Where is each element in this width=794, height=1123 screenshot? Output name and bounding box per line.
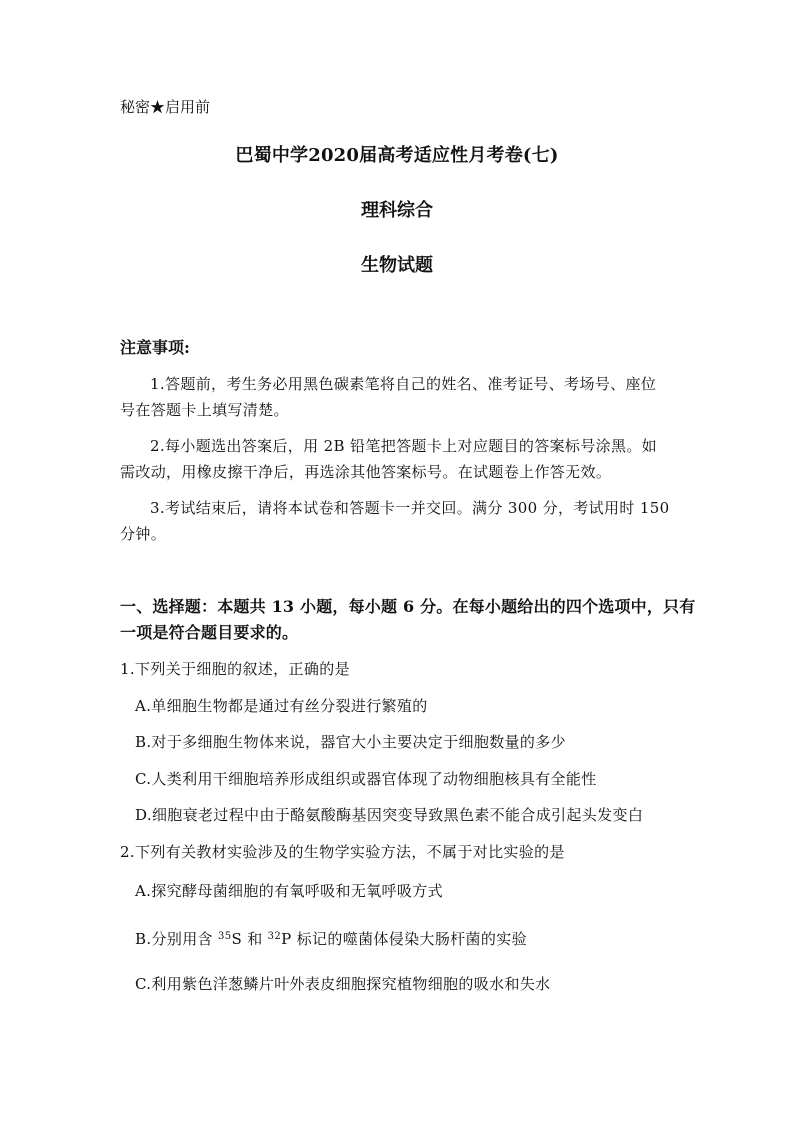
subject-title: 理科综合 — [361, 200, 433, 221]
question-2-option-b-middle: S 和 — [231, 930, 268, 948]
question-1-stem: 1.下列关于细胞的叙述，正确的是 — [120, 660, 350, 678]
question-1-option-a: A.单细胞生物都是通过有丝分裂进行繁殖的 — [135, 697, 428, 715]
question-2-option-b — [135, 930, 527, 949]
sulfur-isotope-mass-number: 35 — [218, 930, 232, 942]
secret-label: 秘密★启用前 — [120, 98, 211, 116]
notice-item-1-line-2: 号在答题卡上填写清楚。 — [120, 401, 289, 419]
phosphorus-isotope-mass-number: 32 — [267, 930, 282, 942]
notice-item-2-line-1: 2.每小题选出答案后，用 2B 铅笔把答题卡上对应题目的答案标号涂黑。如 — [150, 437, 658, 455]
question-1-option-d: D.细胞衰老过程中由于酪氨酸酶基因突变导致黑色素不能合成引起头发变白 — [135, 806, 644, 824]
question-2-option-b-prefix: B.分别用含 — [135, 930, 219, 948]
question-1-option-b: B.对于多细胞生物体来说，器官大小主要决定于细胞数量的多少 — [135, 733, 566, 751]
question-2-option-a: A.探究酵母菌细胞的有氧呼吸和无氧呼吸方式 — [135, 882, 443, 900]
question-2-stem: 2.下列有关教材实验涉及的生物学实验方法，不属于对比实验的是 — [120, 843, 565, 861]
section-title-line-2: 一项是符合题目要求的。 — [120, 623, 299, 642]
question-1-option-c: C.人类利用干细胞培养形成组织或器官体现了动物细胞核具有全能性 — [135, 770, 597, 788]
paper-title: 生物试题 — [361, 255, 433, 276]
notice-item-1-line-1: 1.答题前，考生务必用黑色碳素笔将自己的姓名、准考证号、考场号、座位 — [150, 375, 657, 393]
exam-title: 巴蜀中学2020届高考适应性月考卷(七) — [235, 145, 559, 166]
question-2-option-b-suffix: P 标记的噬菌体侵染大肠杆菌的实验 — [281, 930, 527, 948]
question-2-option-c: C.利用紫色洋葱鳞片叶外表皮细胞探究植物细胞的吸水和失水 — [135, 975, 551, 993]
notice-item-3-line-1: 3.考试结束后，请将本试卷和答题卡一并交回。满分 300 分，考试用时 150 — [150, 499, 670, 517]
notice-item-3-line-2: 分钟。 — [120, 525, 167, 543]
notice-item-2-line-2: 需改动，用橡皮擦干净后，再选涂其他答案标号。在试题卷上作答无效。 — [120, 463, 612, 481]
section-title-line-1: 一、选择题：本题共 13 小题，每小题 6 分。在每小题给出的四个选项中，只有 — [120, 597, 696, 616]
notice-heading: 注意事项: — [120, 338, 190, 357]
